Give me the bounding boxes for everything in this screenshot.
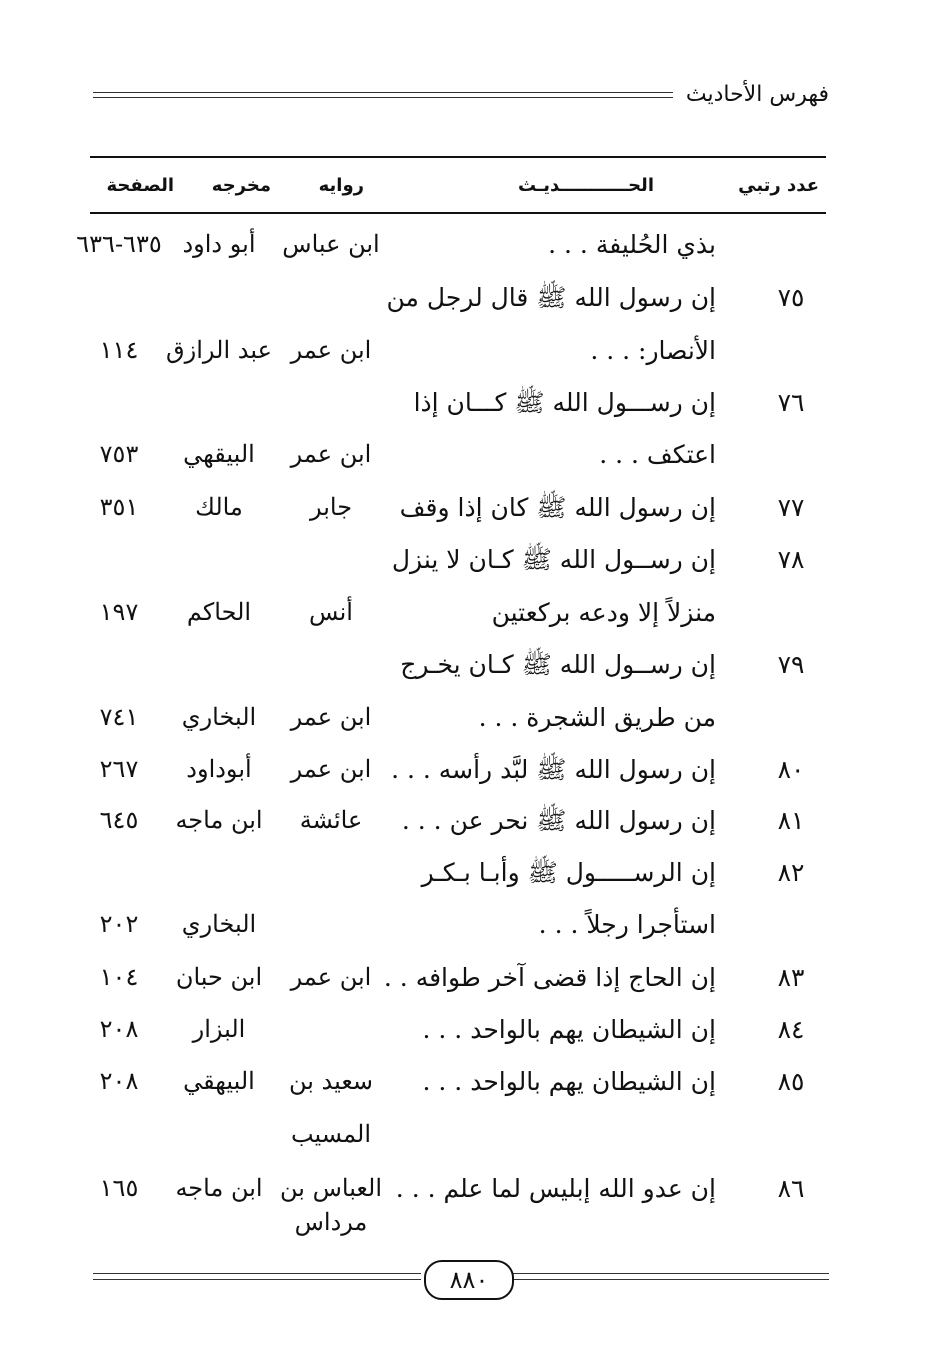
narrator: ابن عباس <box>282 230 380 258</box>
hadith-text: إن الحاج إذا قضى آخر طوافه . . <box>383 963 716 992</box>
hadith-text: الأنصار: . . . <box>590 336 716 365</box>
hadith-text: منزلاً إلا ودعه بركعتين <box>491 598 716 627</box>
page-ref: ٦٤٥ <box>99 806 139 834</box>
footer-rule-left-top <box>93 1273 421 1274</box>
narrator: العباس بن <box>280 1174 382 1202</box>
page-ref: ٢٦٧ <box>99 755 139 783</box>
page-ref: ١٠٤ <box>99 963 139 991</box>
row-number: ٧٩ <box>777 650 805 679</box>
table-header-rule <box>90 212 826 214</box>
row-number: ٨٢ <box>777 858 805 887</box>
page-ref: ٣٥١ <box>99 493 139 521</box>
source: البيهقي <box>183 1067 255 1095</box>
hadith-text: إن رسول الله ﷺ قال لرجل من <box>386 283 716 312</box>
source: عبد الرازق <box>166 336 272 364</box>
row-number: ٨٤ <box>777 1015 805 1044</box>
hadith-text: إن رســول الله ﷺ كـان لا ينزل <box>391 545 716 574</box>
hadith-text: استأجرا رجلاً . . . <box>538 910 716 939</box>
row-number: ٧٦ <box>777 388 805 417</box>
source: ابن ماجه <box>175 806 263 834</box>
source: الحاكم <box>186 598 252 626</box>
narrator: عائشة <box>299 806 363 834</box>
hadith-text: إن الرســـــول ﷺ وأبـا بـكـر <box>421 858 716 887</box>
column-header-page: الصفحة <box>106 175 174 196</box>
narrator: المسيب <box>290 1120 372 1148</box>
source: البزار <box>192 1015 246 1043</box>
source: ابن حبان <box>175 963 263 991</box>
page-ref: ٧٥٣ <box>99 440 139 468</box>
narrator: مرداس <box>294 1208 368 1236</box>
source: البيقهي <box>183 440 255 468</box>
narrator: ابن عمر <box>290 336 372 364</box>
footer-rule-right-bottom <box>513 1279 829 1280</box>
row-number: ٨٦ <box>777 1174 805 1203</box>
running-header-title: فهرس الأحاديث <box>685 82 829 107</box>
hadith-text: اعتكف . . . <box>599 440 716 469</box>
footer-rule-left-bottom <box>93 1279 421 1280</box>
narrator: أنس <box>309 598 353 626</box>
source: البخاري <box>181 703 257 731</box>
hadith-text: إن رسول الله ﷺ كان إذا وقف <box>399 493 716 522</box>
column-header-narrator: روايه <box>318 175 364 196</box>
hadith-text: إن رســـول الله ﷺ كـــان إذا <box>413 388 716 417</box>
page-number-badge: ٨٨٠ <box>424 1260 514 1300</box>
page-ref: ٦٣٥-٦٣٦ <box>76 230 162 258</box>
narrator: ابن عمر <box>290 703 372 731</box>
hadith-text: إن رســول الله ﷺ كـان يخـرج <box>400 650 716 679</box>
header-rule-top <box>93 92 673 93</box>
row-number: ٨٥ <box>777 1067 805 1096</box>
narrator: ابن عمر <box>290 963 372 991</box>
row-number: ٧٥ <box>777 283 805 312</box>
narrator: ابن عمر <box>290 440 372 468</box>
column-header-source: مخرجه <box>211 175 271 196</box>
source: البخاري <box>181 910 257 938</box>
row-number: ٧٨ <box>777 545 805 574</box>
hadith-text: بذي الحُليفة . . . <box>548 230 716 259</box>
hadith-text: إن عدو الله إبليس لما علم . . . <box>395 1174 716 1203</box>
page-ref: ٢٠٢ <box>99 910 139 938</box>
narrator: جابر <box>309 493 353 521</box>
source: أبو داود <box>182 230 256 258</box>
column-header-hadith: الحـــــــــــديـث <box>518 175 654 196</box>
row-number: ٨١ <box>777 806 805 835</box>
hadith-text: إن رسول الله ﷺ نحر عن . . . <box>401 806 716 835</box>
header-rule-bottom <box>93 97 673 98</box>
page-ref: ٢٠٨ <box>99 1067 139 1095</box>
table-top-rule <box>90 156 826 158</box>
footer-rule-right-top <box>513 1273 829 1274</box>
page-ref: ٧٤١ <box>99 703 139 731</box>
narrator: ابن عمر <box>290 755 372 783</box>
row-number: ٧٧ <box>777 493 805 522</box>
source: مالك <box>195 493 243 521</box>
hadith-text: إن الشيطان يهم بالواحد . . . <box>422 1015 716 1044</box>
column-header-number: عدد رتبي <box>738 175 819 196</box>
row-number: ٨٣ <box>777 963 805 992</box>
hadith-text: إن الشيطان يهم بالواحد . . . <box>422 1067 716 1096</box>
hadith-text: من طريق الشجرة . . . <box>478 703 716 732</box>
page-ref: ٢٠٨ <box>99 1015 139 1043</box>
page-ref: ١١٤ <box>99 336 139 364</box>
page-ref: ١٩٧ <box>99 598 139 626</box>
source: أبوداود <box>186 755 252 783</box>
row-number: ٨٠ <box>777 755 805 784</box>
source: ابن ماجه <box>175 1174 263 1202</box>
page-ref: ١٦٥ <box>99 1174 139 1202</box>
hadith-text: إن رسول الله ﷺ لبَّد رأسه . . . <box>391 755 716 784</box>
narrator: سعيد بن <box>288 1067 374 1095</box>
